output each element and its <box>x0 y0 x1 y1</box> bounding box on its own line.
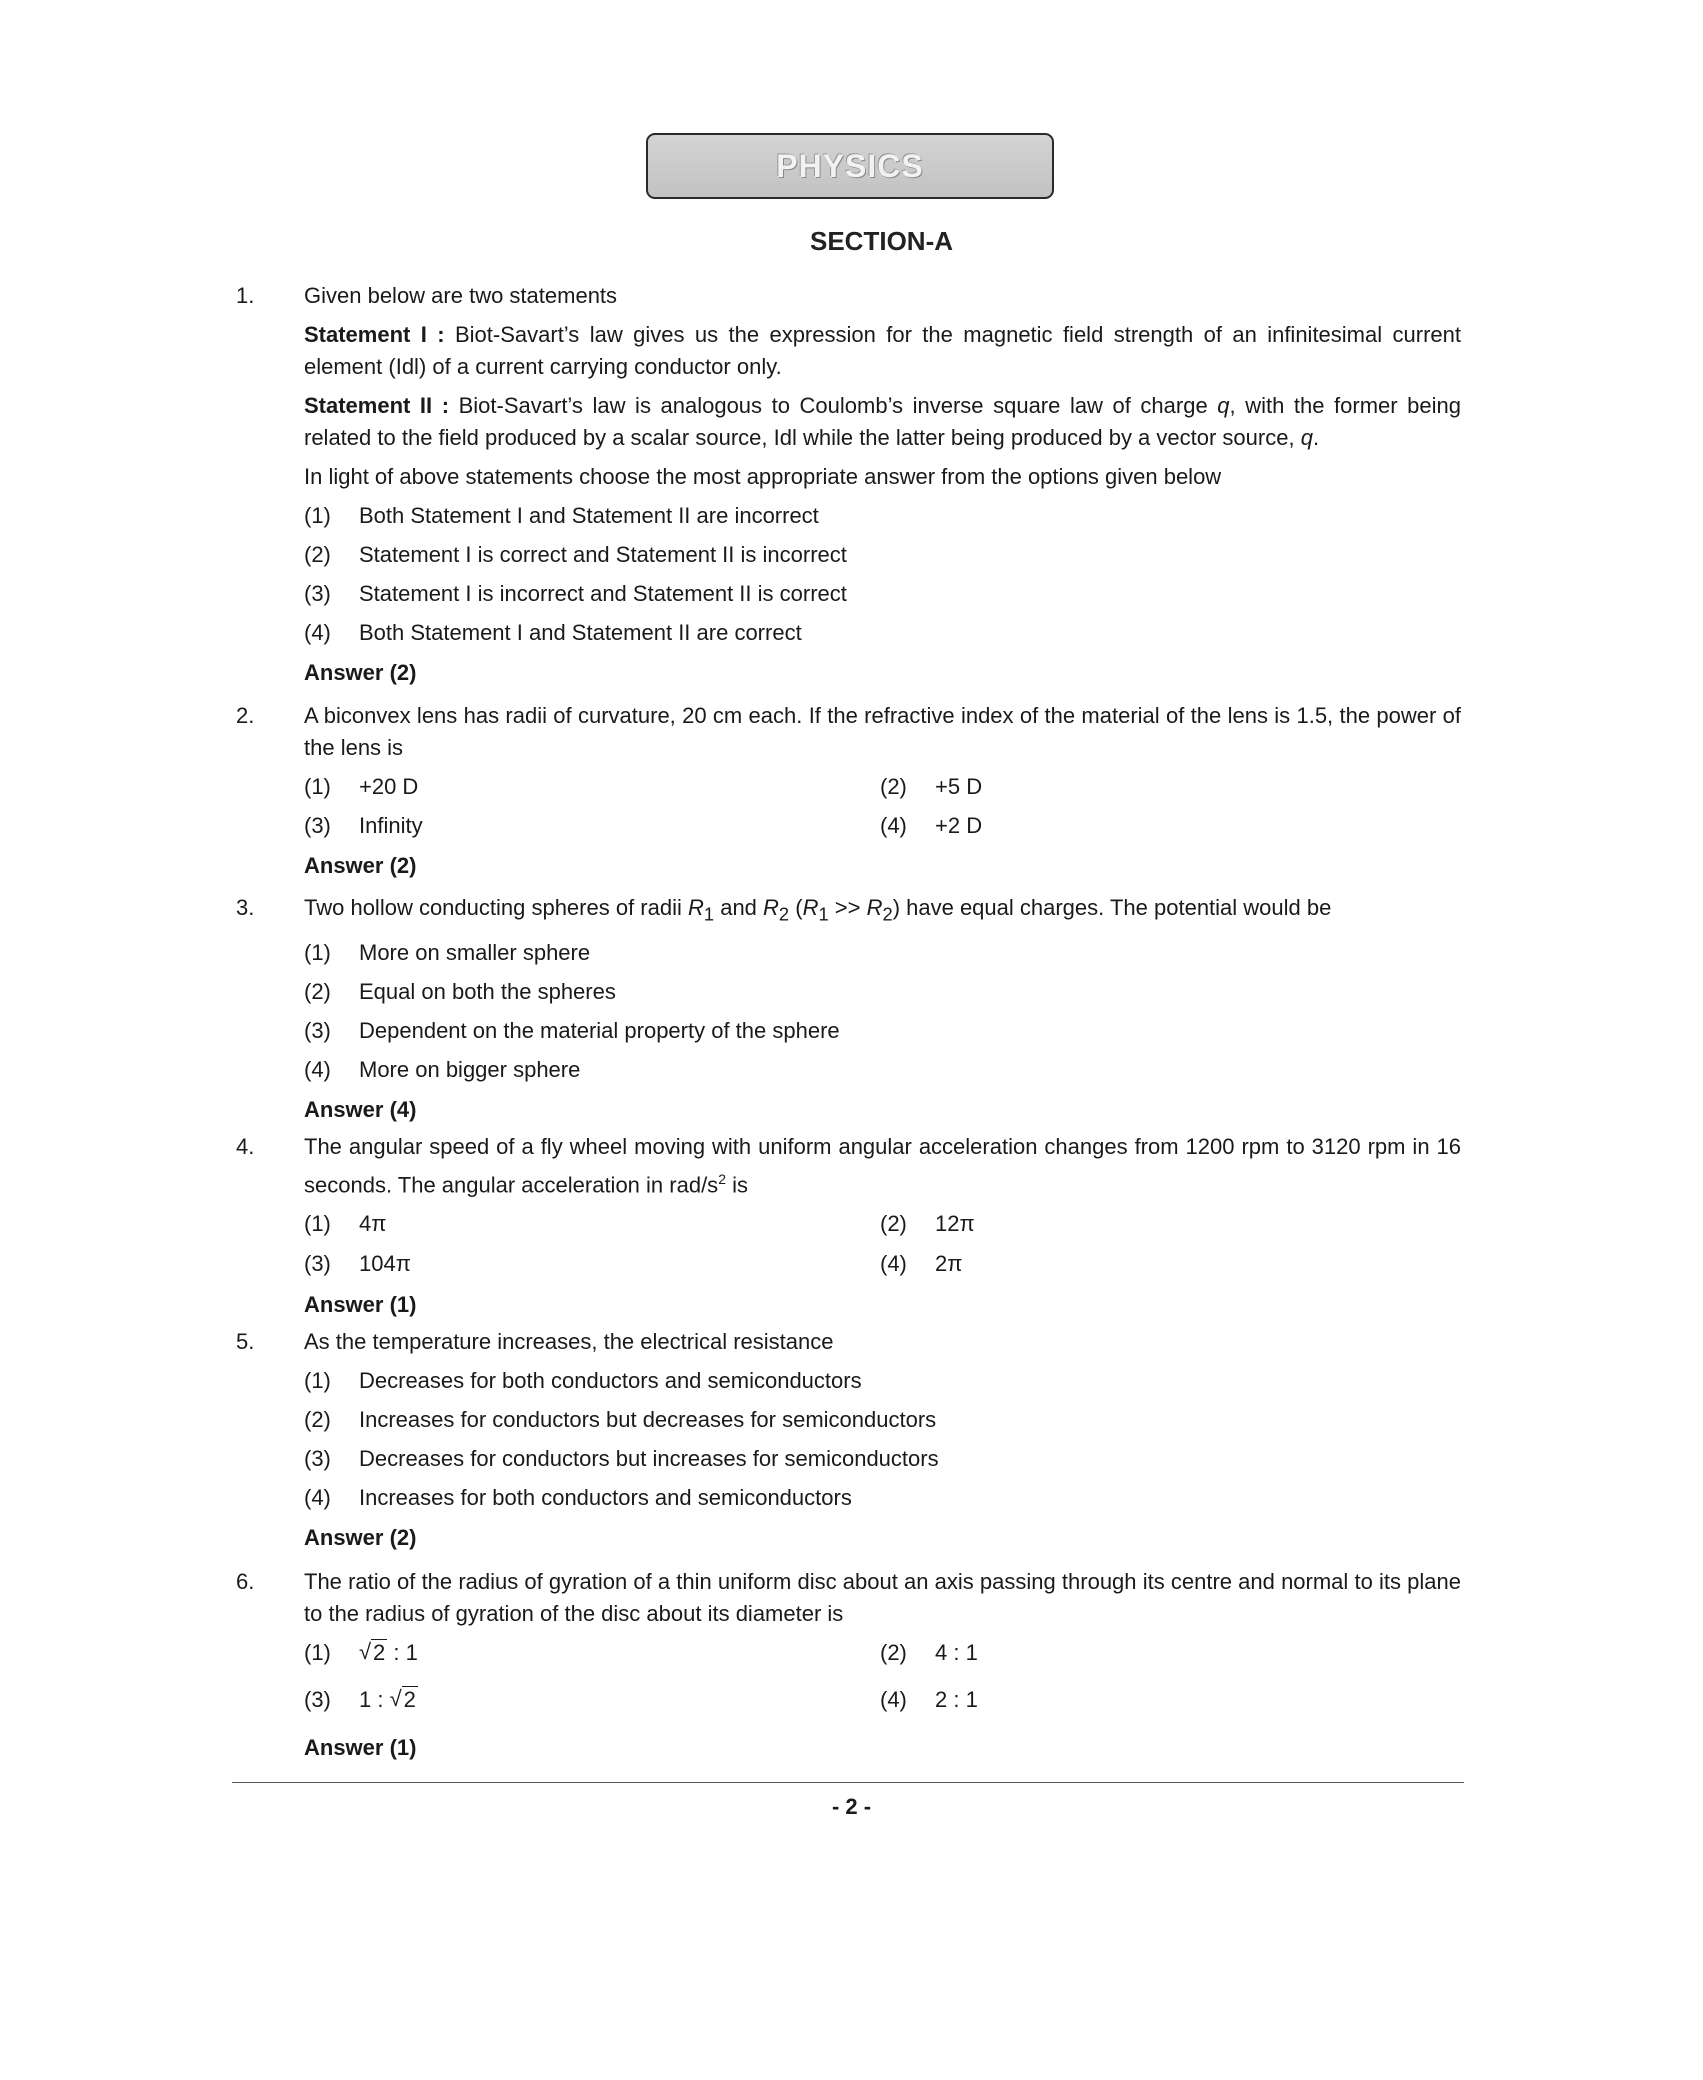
option-text: 4π <box>359 1211 387 1237</box>
radius-subscript: 2 <box>778 903 790 925</box>
question-6 <box>236 1566 1461 1764</box>
option-number: (1) <box>304 774 331 799</box>
option <box>304 1208 880 1248</box>
option <box>304 771 880 810</box>
question-number: 4. <box>236 1134 255 1159</box>
subject-title: PHYSICS <box>776 147 924 184</box>
charge-variable: q <box>1217 393 1230 418</box>
question-4 <box>236 1131 1461 1321</box>
option-text: Dependent on the material property of the sphere <box>359 1018 840 1044</box>
option-number: (3) <box>304 1018 331 1044</box>
answer: Answer (1) <box>304 1292 417 1318</box>
option-number: (3) <box>304 1446 331 1471</box>
statement-2-text: . <box>1312 425 1320 450</box>
stem-text: ( <box>789 895 803 920</box>
radius-subscript: 2 <box>882 903 893 925</box>
option <box>304 1365 1461 1404</box>
radius-symbol: R <box>802 895 819 920</box>
option <box>304 810 880 849</box>
stem-text: ) have equal charges. The potential would be <box>892 895 1332 920</box>
option <box>880 1208 1456 1248</box>
radicand: 2 <box>373 1640 386 1665</box>
radius-subscript: 1 <box>703 903 715 925</box>
radius-symbol: R <box>763 895 779 920</box>
option-number: (1) <box>304 1211 331 1237</box>
option-text: +2 D <box>935 813 983 838</box>
option-text: Infinity <box>359 813 423 838</box>
radius-symbol: R <box>866 895 883 920</box>
question-stem: The ratio of the radius of gyration of a thin uniform disc about an axis passing through its centre and normal to its plane to the radius of gyration of the disc about its diameter is <box>304 1569 1461 1626</box>
option-text: +20 D <box>359 774 419 799</box>
option <box>304 1637 880 1684</box>
charge-variable: q <box>1300 425 1313 450</box>
option-text <box>359 1684 418 1716</box>
question-stem: Given below are two statements <box>304 283 618 308</box>
page-number <box>0 1794 1703 1820</box>
option-text: 104π <box>359 1251 411 1277</box>
question-3 <box>236 892 1461 1126</box>
answer: Answer (4) <box>304 1097 417 1123</box>
page-number-text: - 2 - <box>831 1794 872 1819</box>
statement-2 <box>304 390 1461 454</box>
statement-2-label: Statement II : <box>304 393 450 418</box>
option-number: (4) <box>880 1251 907 1277</box>
option-text: Increases for conductors but decreases for semiconductors <box>359 1407 937 1432</box>
square-root-symbol <box>390 1684 418 1716</box>
option-number: (3) <box>304 581 331 606</box>
option-text: Decreases for both conductors and semiconductors <box>359 1368 862 1393</box>
option-text: Statement I is correct and Statement II is incorrect <box>359 542 847 567</box>
option-number: (2) <box>880 1211 907 1237</box>
option <box>880 810 1456 849</box>
radius-subscript: 1 <box>818 903 829 925</box>
option-number: (3) <box>304 1251 331 1277</box>
section-title: SECTION-A <box>810 226 953 256</box>
stem-text: is <box>725 1172 748 1198</box>
option-text: 4 : 1 <box>935 1640 978 1665</box>
option <box>304 539 1461 578</box>
option <box>304 1482 1461 1521</box>
option <box>304 1404 1461 1443</box>
answer: Answer (2) <box>304 1525 417 1550</box>
option-text: 2π <box>935 1251 963 1277</box>
option-number: (4) <box>304 1057 331 1083</box>
option-text <box>359 1637 418 1669</box>
option <box>304 1443 1461 1482</box>
question-number: 3. <box>236 895 255 920</box>
option-number: (3) <box>304 813 331 838</box>
ratio-text: : 1 <box>387 1640 418 1665</box>
statement-1 <box>304 319 1461 383</box>
question-instruction: In light of above statements choose the most appropriate answer from the options given below <box>304 464 1222 489</box>
question-number: 5. <box>236 1329 255 1354</box>
stem-text: Two hollow conducting spheres of radii <box>304 895 688 920</box>
question-stem: As the temperature increases, the electrical resistance <box>304 1329 834 1354</box>
option <box>304 578 1461 617</box>
question-stem: A biconvex lens has radii of curvature, 20 cm each. If the refractive index of the material of the lens is 1.5, the power of the lens is <box>304 703 1461 760</box>
option <box>304 500 1461 539</box>
option-text: +5 D <box>935 774 983 799</box>
option-number: (1) <box>304 503 331 528</box>
radius-symbol: R <box>688 895 704 920</box>
option-number: (1) <box>304 1368 331 1393</box>
option <box>880 1684 1456 1731</box>
question-stem <box>304 892 1461 930</box>
option-text: Statement I is incorrect and Statement II is correct <box>359 581 847 606</box>
option-number: (4) <box>880 813 907 838</box>
option <box>880 771 1456 810</box>
footer-divider <box>232 1782 1464 1783</box>
option-text: More on bigger sphere <box>359 1057 581 1083</box>
option-number: (3) <box>304 1687 331 1712</box>
option-text: 12π <box>935 1211 975 1237</box>
option-text: More on smaller sphere <box>359 940 591 966</box>
question-1 <box>236 280 1461 689</box>
statement-2-text: Biot-Savart’s law is analogous to Coulomb’s inverse square law of charge <box>449 393 1218 418</box>
square-root-symbol <box>359 1637 387 1669</box>
option-number: (4) <box>304 620 331 645</box>
option <box>304 937 1461 976</box>
question-stem <box>304 1131 1461 1201</box>
option-number: (2) <box>304 542 331 567</box>
option <box>880 1637 1456 1684</box>
option-number: (2) <box>880 774 907 799</box>
option <box>304 976 1461 1015</box>
option <box>304 1248 880 1288</box>
statement-1-label: Statement I : <box>304 322 445 347</box>
question-number: 6. <box>236 1569 255 1594</box>
stem-text: >> <box>828 895 867 920</box>
option-number: (4) <box>304 1485 331 1510</box>
statement-1-text: Biot-Savart’s law gives us the expression for the magnetic field strength of an infinitesimal current element (Idl) of a current carrying conductor only. <box>304 322 1461 379</box>
answer: Answer (2) <box>304 660 417 685</box>
option-number: (2) <box>304 979 331 1005</box>
option <box>304 1684 880 1731</box>
option-text: Both Statement I and Statement II are incorrect <box>359 503 819 528</box>
option-number: (1) <box>304 940 331 966</box>
stem-superscript: 2 <box>718 1171 726 1187</box>
option-text: Both Statement I and Statement II are correct <box>359 620 802 645</box>
stem-text: and <box>714 895 764 920</box>
answer: Answer (2) <box>304 853 417 878</box>
subject-banner <box>646 133 1054 199</box>
option-number: (2) <box>880 1640 907 1665</box>
stem-text: The angular speed of a fly wheel moving with uniform angular acceleration changes from 1200 rpm to 3120 rpm in 16 seconds. The angular acceleration in rad/s <box>304 1134 1461 1198</box>
option-number: (4) <box>880 1687 907 1712</box>
option-text: 2 : 1 <box>935 1687 978 1712</box>
option-text: Equal on both the spheres <box>359 979 616 1005</box>
question-number: 2. <box>236 703 255 728</box>
option <box>304 1015 1461 1054</box>
radicand: 2 <box>403 1687 416 1712</box>
answer: Answer (1) <box>304 1735 417 1760</box>
question-2 <box>236 700 1461 882</box>
option <box>304 1054 1461 1093</box>
question-5 <box>236 1326 1461 1554</box>
statement-2-text: , with the former being related to the field produced by a scalar source, Idl while the latter being produced by a vector source, <box>304 393 1461 450</box>
option-number: (1) <box>304 1640 331 1665</box>
option-text: Increases for both conductors and semiconductors <box>359 1485 852 1510</box>
question-number: 1. <box>236 283 255 308</box>
option <box>304 617 1461 656</box>
ratio-text: 1 : <box>359 1687 390 1712</box>
option-number: (2) <box>304 1407 331 1432</box>
option-text: Decreases for conductors but increases for semiconductors <box>359 1446 939 1471</box>
option <box>880 1248 1456 1288</box>
